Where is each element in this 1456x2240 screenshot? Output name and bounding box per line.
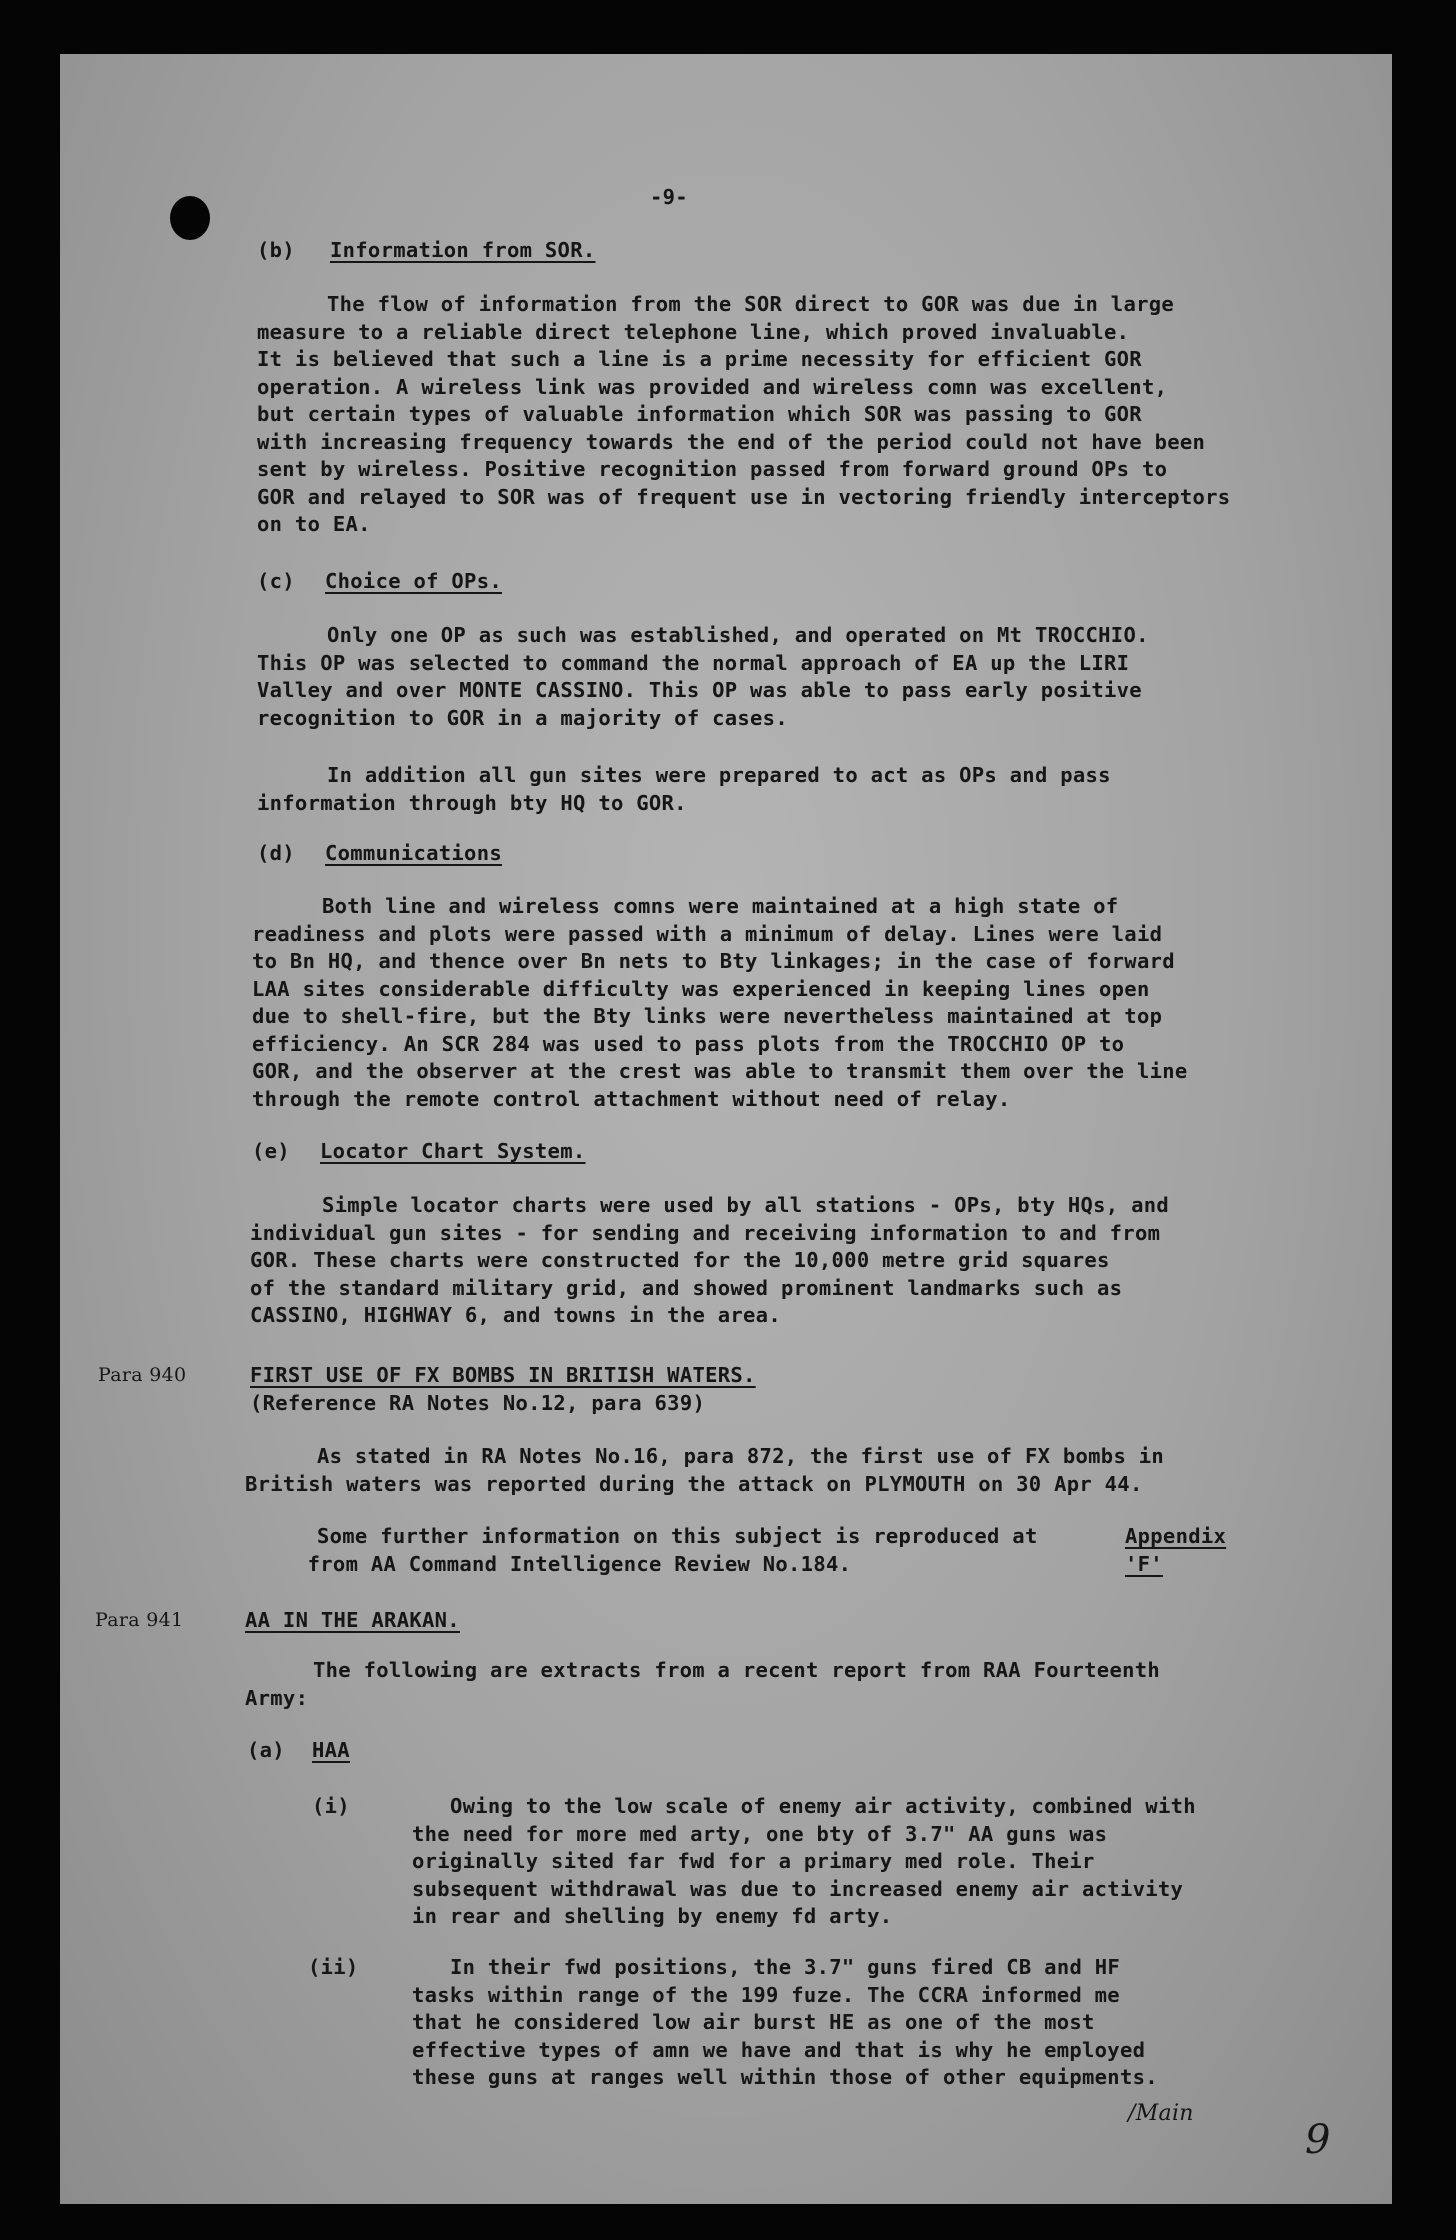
section-b-heading: Information from SOR. <box>330 238 596 262</box>
para-940-marker: Para 940 <box>98 1364 187 1386</box>
section-d-heading: Communications <box>325 841 502 865</box>
section-b-body: The flow of information from the SOR direct to GOR was due in large measure to a reliable direct telephone line, which proved invaluable. It is believed that such a line is a prime necessity for efficient GOR operation. A wireless link was provided and wireless comn was excellent, but certain types of valuable information which SOR was passing to GOR with increasing frequency towards the end of the period could not have been sent by wireless. Positive recognition passed from forward ground OPs to GOR and relayed to SOR was of frequent use in vectoring friendly interceptors on to EA. <box>257 292 1231 536</box>
section-d-body: Both line and wireless comns were maintained at a high state of readiness and plots were passed with a minimum of delay. Lines were laid to Bn HQ, and thence over Bn nets to Bty linkages; in the case of forward LAA sites considerable difficulty was experienced in keeping lines open due to shell-fire, but the Bty links were nevertheless maintained at top efficiency. An SCR 284 was used to pass plots from the TROCCHIO OP to GOR, and the observer at the crest was able to transmit them over the line through the remote control attachment without need of relay. <box>252 894 1188 1111</box>
section-e-heading: Locator Chart System. <box>320 1139 586 1163</box>
section-d-label: (d) <box>257 841 295 865</box>
item-text: In their fwd positions, the 3.7" guns fired CB and HF tasks within range of the 199 fuze. The CCRA informed me that he considered low air burst HE as one of the most effective types of amn we have and that is why he employed these guns at ranges well within those of other equipments. <box>412 1955 1158 2089</box>
section-b-label: (b) <box>257 238 295 262</box>
para-941-sub-heading: HAA <box>312 1738 350 1762</box>
para-940-body-2a: Some further information on this subject is reproduced at <box>317 1524 1038 1548</box>
section-e-body: Simple locator charts were used by all stations - OPs, bty HQs, and individual gun sites - for sending and receiving information to and from GOR. These charts were constructed for the 10,000 metre grid squares of the standard military grid, and showed prominent landmarks such as CASSINO, HIGHWAY 6, and towns in the area. <box>250 1193 1170 1327</box>
item-label: (i) <box>312 1794 350 1818</box>
section-c-label: (c) <box>257 569 295 593</box>
para-940-heading: FIRST USE OF FX BOMBS IN BRITISH WATERS. <box>250 1363 756 1387</box>
page-number: -9- <box>650 185 688 209</box>
para-940-body-1: As stated in RA Notes No.16, para 872, the first use of FX bombs in British waters was reported during the attack on PLYMOUTH on 30 Apr 44. <box>245 1444 1165 1496</box>
signature: /Main <box>1128 2101 1194 2126</box>
para-941-marker: Para 941 <box>95 1609 184 1631</box>
para-941-heading: AA IN THE ARAKAN. <box>245 1608 460 1632</box>
para-940-appendix-ref: Appendix 'F' <box>1125 1524 1227 1576</box>
item-label: (ii) <box>308 1955 359 1979</box>
para-940-body-2b: from AA Command Intelligence Review No.184. <box>295 1552 852 1576</box>
punch-hole <box>170 196 210 240</box>
para-941-sub-label: (a) <box>247 1738 285 1762</box>
section-e-label: (e) <box>252 1139 290 1163</box>
para-941-intro: The following are extracts from a recent report from RAA Fourteenth Army: <box>245 1658 1161 1710</box>
section-c-body-2: In addition all gun sites were prepared to act as OPs and pass information through bty HQ to GOR. <box>257 763 1111 815</box>
corner-page-number: 9 <box>1305 2117 1331 2163</box>
item-text: Owing to the low scale of enemy air activity, combined with the need for more med arty, one bty of 3.7" AA guns was originally sited far fwd for a primary med role. Their subsequent withdrawal was due to increased enemy air activity in rear and shelling by enemy fd arty. <box>412 1794 1196 1928</box>
section-c-body-1: Only one OP as such was established, and operated on Mt TROCCHIO. This OP was selected to command the normal approach of EA up the LIRI Valley and over MONTE CASSINO. This OP was able to pass early positive recognition to GOR in a majority of cases. <box>257 623 1149 730</box>
section-c-heading: Choice of OPs. <box>325 569 502 593</box>
para-940-reference: (Reference RA Notes No.12, para 639) <box>250 1391 706 1415</box>
